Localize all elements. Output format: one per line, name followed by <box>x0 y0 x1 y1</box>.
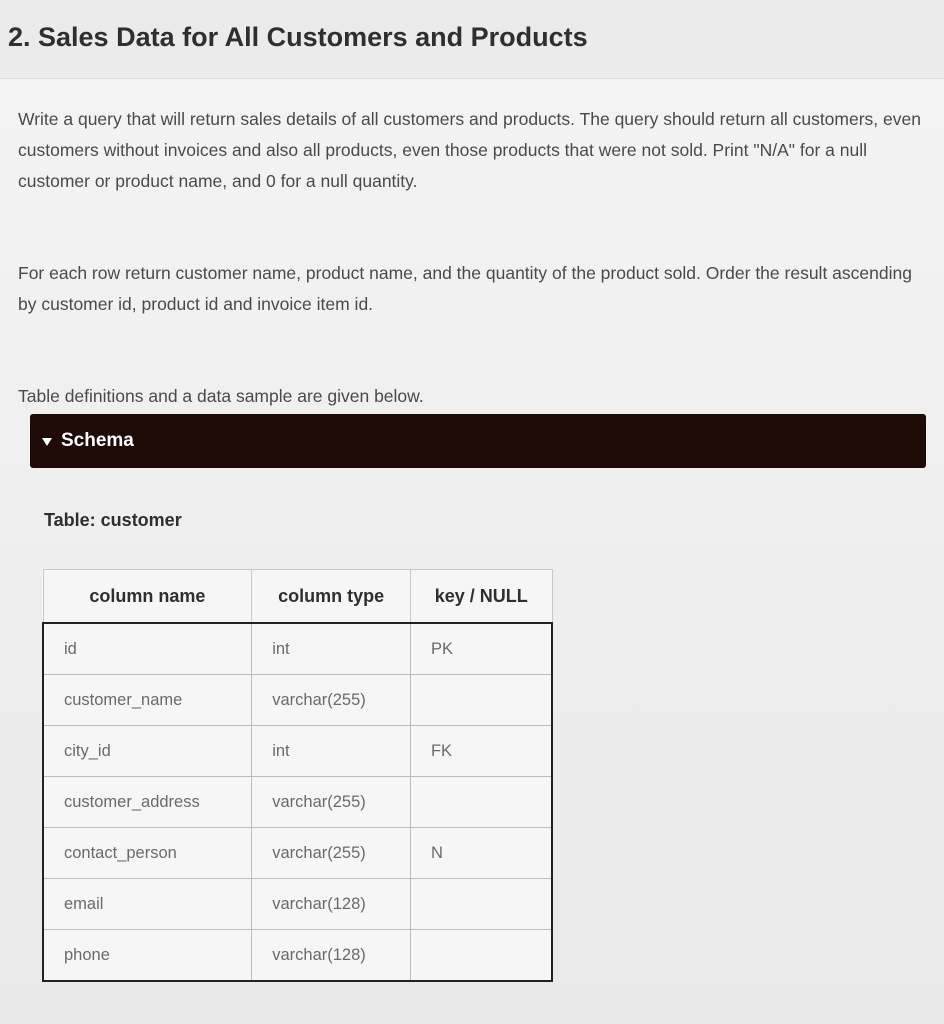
cell-key-null <box>410 777 552 828</box>
table-row <box>43 675 552 726</box>
cell-key-null: FK <box>410 726 552 777</box>
cell-column-type: varchar(255) <box>252 828 411 879</box>
header-column-type: column type <box>252 570 411 624</box>
table-intro: Table definitions and a data sample are given below. <box>18 386 424 406</box>
cell-column-name: contact_person <box>43 828 252 879</box>
header-key-null: key / NULL <box>410 570 552 624</box>
table-row <box>43 726 552 777</box>
customer-schema-table <box>42 569 553 982</box>
cell-key-null: N <box>410 828 552 879</box>
cell-column-type: int <box>252 623 411 675</box>
problem-description: Write a query that will return sales details of all customers and products. The query should return all customers, even customers without invoices and also all products, even those products that were not sold. Print "N/A" for a null customer or product name, and 0 for a null quantity. <box>18 109 921 191</box>
table-row <box>43 623 552 675</box>
table-row <box>43 879 552 930</box>
cell-key-null <box>410 930 552 982</box>
table-row <box>43 777 552 828</box>
cell-column-name: email <box>43 879 252 930</box>
schema-toggle-label: Schema <box>61 430 134 451</box>
cell-column-type: int <box>252 726 411 777</box>
cell-key-null <box>410 675 552 726</box>
cell-column-name: customer_name <box>43 675 252 726</box>
table-header-row <box>43 570 552 624</box>
cell-column-type: varchar(128) <box>252 879 411 930</box>
header-column-name: column name <box>43 570 252 624</box>
title-bar <box>0 0 944 79</box>
cell-column-name: city_id <box>43 726 252 777</box>
cell-column-name: id <box>43 623 252 675</box>
problem-instructions: For each row return customer name, product name, and the quantity of the product sold. Order the result ascending by customer id, product id and invoice item id. <box>18 263 912 314</box>
schema-toggle[interactable] <box>30 414 926 468</box>
cell-column-type: varchar(128) <box>252 930 411 982</box>
cell-key-null: PK <box>410 623 552 675</box>
cell-key-null <box>410 879 552 930</box>
cell-column-name: customer_address <box>43 777 252 828</box>
page-title: 2. Sales Data for All Customers and Products <box>8 22 588 52</box>
table-row <box>43 828 552 879</box>
caret-down-icon <box>42 438 52 446</box>
table-caption: Table: customer <box>44 510 182 530</box>
cell-column-type: varchar(255) <box>252 675 411 726</box>
cell-column-name: phone <box>43 930 252 982</box>
table-row <box>43 930 552 982</box>
cell-column-type: varchar(255) <box>252 777 411 828</box>
